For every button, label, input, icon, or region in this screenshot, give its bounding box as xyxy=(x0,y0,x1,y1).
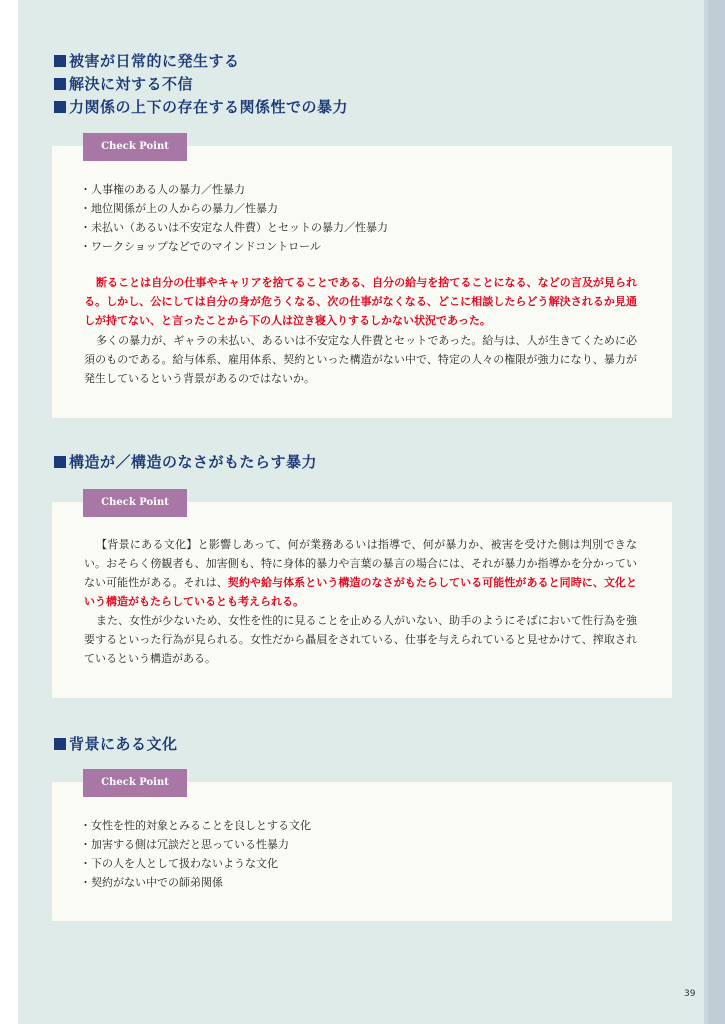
square-bullet-icon xyxy=(54,456,66,468)
page-number: 39 xyxy=(684,989,696,999)
paragraph-body-1: 多くの暴力が、ギャラの未払い、あるいは不安定な人件費とセットであった。給与は、人が生きてくために必須のものである。給与体系、雇用体系、契約といった構造がない中で、特定の人々の権限が強力になり、暴力が発生しているという背景があるのではないか。 xyxy=(84,334,637,385)
check-point-tag-1: Check Point xyxy=(83,133,187,161)
list-item: ・加害する側は冗談だと思っている性暴力 xyxy=(80,838,289,851)
heading-distrust-resolution: 解決に対する不信 xyxy=(54,73,193,94)
square-bullet-icon xyxy=(54,101,66,113)
heading-power-relations: 力関係の上下の存在する関係性での暴力 xyxy=(54,96,348,117)
list-item: ・人事権のある人の暴力／性暴力 xyxy=(80,183,245,196)
red-emphasis-text: 契約や給与体系という構造のなさがもたらしている可能性があると同時に、文化という構造がもたらしているとも考えられる。 xyxy=(84,576,637,608)
list-item: ・ワークショップなどでのマインドコントロール xyxy=(80,240,321,253)
square-bullet-icon xyxy=(54,55,66,67)
list-item: ・契約がない中での師弟関係 xyxy=(80,876,223,889)
list-item: ・未払い（あるいは不安定な人件費）とセットの暴力／性暴力 xyxy=(80,221,388,234)
heading-structural-violence: 構造が／構造のなさがもたらす暴力 xyxy=(54,451,317,472)
list-item: ・地位関係が上の人からの暴力／性暴力 xyxy=(80,202,278,215)
paragraph-body-3: また、女性が少ないため、女性を性的に見ることを止める人がいない、助手のようにそばにおいて性行為を強要するといった行為が見られる。女性だから贔屓をされている、仕事を与えられていると見せかけて、搾取されているという構造がある。 xyxy=(84,614,637,665)
heading-damage-daily: 被害が日常的に発生する xyxy=(54,50,240,71)
check-point-tag-2: Check Point xyxy=(83,489,187,517)
square-bullet-icon xyxy=(54,78,66,90)
list-item: ・下の人を人として扱わないような文化 xyxy=(80,857,278,870)
heading-background-culture: 背景にある文化 xyxy=(54,733,178,754)
check-point-tag-3: Check Point xyxy=(83,769,187,797)
bullet-list-3 xyxy=(80,816,311,892)
right-edge-strip-inner xyxy=(708,0,725,1024)
paragraph-body-2: 【背景にある文化】と影響しあって、何が業務あるいは指導で、何が暴力か、被害を受けた側は判別できない。おそらく傍観者も、加害側も、特に身体的暴力や言葉の暴言の場合には、それが暴力か指導かを分かっていない可能性がある。それは、契約や給与体系という構造のなさがもたらしている可能性があると同時に、文化という構造がもたらしているとも考えられる。 xyxy=(84,538,637,608)
paragraph-red-emphasis-1: 断ることは自分の仕事やキャリアを捨てることである、自分の給与を捨てることになる、などの言及が見られる。しかし、公にしては自分の身が危うくなる、次の仕事がなくなる、どこに相談したらどう解決されるか見通しが持てない、と言ったことから下の人は泣き寝入りするしかない状況であった。 xyxy=(84,276,637,327)
list-item: ・女性を性的対象とみることを良しとする文化 xyxy=(80,819,311,832)
bullet-list-1 xyxy=(80,180,388,256)
square-bullet-icon xyxy=(54,738,66,750)
